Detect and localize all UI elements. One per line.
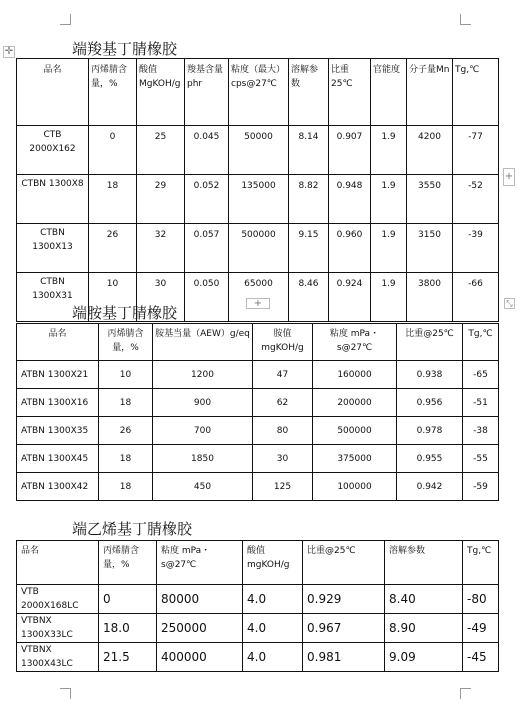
col-header: 比重@25℃ [397, 324, 463, 361]
cell: -49 [463, 614, 499, 643]
table-move-handle-icon[interactable]: ✛ [4, 46, 14, 57]
cell: 400000 [157, 643, 243, 672]
col-header: 胺值mgKOH/g [253, 324, 313, 361]
table-header-row [17, 59, 499, 126]
table-row [17, 175, 499, 224]
col-header: 粘度 mPa・s@27℃ [313, 324, 397, 361]
cell: 500000 [229, 224, 289, 273]
cell: 125 [253, 473, 313, 501]
cell: -38 [463, 417, 499, 445]
cell: 26 [99, 417, 153, 445]
table-header-row [17, 541, 499, 585]
cell: 375000 [313, 445, 397, 473]
cell: 0.929 [303, 585, 385, 614]
cell: 10 [99, 361, 153, 389]
cell-name: ATBN 1300X16 [17, 389, 99, 417]
cell: 0.967 [303, 614, 385, 643]
cell: 135000 [229, 175, 289, 224]
cell: -77 [453, 126, 499, 175]
cell: -51 [463, 389, 499, 417]
cell: -52 [453, 175, 499, 224]
cell-name: CTB 2000X162 [17, 126, 89, 175]
cell: 8.82 [289, 175, 329, 224]
col-header: 品名 [17, 59, 89, 126]
cell-name: ATBN 1300X21 [17, 361, 99, 389]
cell: -45 [463, 643, 499, 672]
cell: 1850 [153, 445, 253, 473]
cell: 9.15 [289, 224, 329, 273]
col-header: Tg,℃ [463, 324, 499, 361]
cell: 0.045 [185, 126, 229, 175]
table-row [17, 643, 499, 672]
cell: 0.955 [397, 445, 463, 473]
table-row [17, 473, 499, 501]
table-row [17, 445, 499, 473]
cell: 100000 [313, 473, 397, 501]
page-corner-mark-bl [60, 688, 71, 699]
table-amine-terminated [16, 323, 499, 501]
col-header: 酸值mgKOH/g [243, 541, 303, 585]
cell: 160000 [313, 361, 397, 389]
cell: 18 [99, 473, 153, 501]
cell: 1.9 [371, 224, 407, 273]
cell: 18.0 [99, 614, 157, 643]
cell: 0.907 [329, 126, 371, 175]
col-header: 丙烯腈含量，% [89, 59, 137, 126]
cell: 18 [99, 445, 153, 473]
col-header: Tg,℃ [453, 59, 499, 126]
cell: 18 [89, 175, 137, 224]
cell: 1.9 [371, 175, 407, 224]
col-header: 酸值MgKOH/g [137, 59, 185, 126]
table-row [17, 614, 499, 643]
cell: 4.0 [243, 643, 303, 672]
cell: 0.948 [329, 175, 371, 224]
cell: 1.9 [371, 273, 407, 322]
cell: 0.938 [397, 361, 463, 389]
table-row [17, 126, 499, 175]
cell: 200000 [313, 389, 397, 417]
page-corner-mark-tl [60, 14, 71, 25]
col-header: 粘度 mPa・s@27℃ [157, 541, 243, 585]
cell: 18 [99, 389, 153, 417]
col-header: 比重@25℃ [303, 541, 385, 585]
cell: 0.978 [397, 417, 463, 445]
col-header: 胺基当量（AEW）g/eq [153, 324, 253, 361]
col-header: 官能度 [371, 59, 407, 126]
col-header: 分子量Mn [407, 59, 453, 126]
cell: 450 [153, 473, 253, 501]
page-corner-mark-tr [460, 14, 471, 25]
cell-name: VTBNX 1300X43LC [17, 643, 99, 672]
cell: 10 [89, 273, 137, 322]
col-header: Tg,℃ [463, 541, 499, 585]
cell-name: VTB 2000X168LC [17, 585, 99, 614]
cell: 0.924 [329, 273, 371, 322]
cell: 250000 [157, 614, 243, 643]
cell: 0.956 [397, 389, 463, 417]
col-header: 比重25℃ [329, 59, 371, 126]
cell: -59 [463, 473, 499, 501]
cell: 26 [89, 224, 137, 273]
cell: 3800 [407, 273, 453, 322]
cell: 50000 [229, 126, 289, 175]
cell: 8.40 [385, 585, 463, 614]
cell: -66 [453, 273, 499, 322]
table-row [17, 361, 499, 389]
table-vinyl-terminated [16, 540, 499, 672]
cell: 62 [253, 389, 313, 417]
cell: 3550 [407, 175, 453, 224]
cell: -55 [463, 445, 499, 473]
cell: 0.052 [185, 175, 229, 224]
cell: 8.14 [289, 126, 329, 175]
cell: 0.057 [185, 224, 229, 273]
cell: 9.09 [385, 643, 463, 672]
cell: 47 [253, 361, 313, 389]
cell: 65000 [229, 273, 289, 322]
cell-name: ATBN 1300X35 [17, 417, 99, 445]
cell: 4.0 [243, 614, 303, 643]
section-title-amine: 端胺基丁腈橡胶 [72, 304, 178, 322]
cell-name: CTBN 1300X31 [17, 273, 89, 322]
cell: 3150 [407, 224, 453, 273]
cell: 700 [153, 417, 253, 445]
cell-name: ATBN 1300X42 [17, 473, 99, 501]
cell-name: ATBN 1300X45 [17, 445, 99, 473]
cell-name: CTBN 1300X8 [17, 175, 89, 224]
table-resize-icon[interactable]: ⤡ [504, 298, 515, 309]
cell: 80 [253, 417, 313, 445]
cell-name: CTBN 1300X13 [17, 224, 89, 273]
cell: 900 [153, 389, 253, 417]
cell: 0.981 [303, 643, 385, 672]
cell: 25 [137, 126, 185, 175]
cell: 0.050 [185, 273, 229, 322]
table-header-row [17, 324, 499, 361]
page-corner-mark-br [460, 688, 471, 699]
col-header: 粘度（最大）cps@27℃ [229, 59, 289, 126]
cell: 500000 [313, 417, 397, 445]
table-row [17, 585, 499, 614]
cell: 80000 [157, 585, 243, 614]
cell: -39 [453, 224, 499, 273]
cell-name: VTBNX 1300X33LC [17, 614, 99, 643]
col-header: 溶解参数 [289, 59, 329, 126]
col-header: 品名 [17, 324, 99, 361]
cell: 1200 [153, 361, 253, 389]
cell: 30 [137, 273, 185, 322]
cell: 1.9 [371, 126, 407, 175]
add-column-plus-icon[interactable]: + [503, 168, 515, 186]
cell: 8.46 [289, 273, 329, 322]
col-header: 溶解参数 [385, 541, 463, 585]
cell: 0.942 [397, 473, 463, 501]
cell: -80 [463, 585, 499, 614]
col-header: 品名 [17, 541, 99, 585]
cell: 21.5 [99, 643, 157, 672]
cell: 32 [137, 224, 185, 273]
section-title-vinyl: 端乙烯基丁腈橡胶 [72, 520, 193, 538]
cell: 0 [99, 585, 157, 614]
section-title-carboxyl: 端羧基丁腈橡胶 [72, 40, 178, 58]
cell: -65 [463, 361, 499, 389]
cell: 0.960 [329, 224, 371, 273]
cell: 8.90 [385, 614, 463, 643]
table-carboxyl-terminated [16, 58, 499, 322]
col-header: 羧基含量phr [185, 59, 229, 126]
cell: 30 [253, 445, 313, 473]
cell: 4200 [407, 126, 453, 175]
cell: 4.0 [243, 585, 303, 614]
cell: 0 [89, 126, 137, 175]
table-row [17, 224, 499, 273]
col-header: 丙烯腈含量，% [99, 324, 153, 361]
col-header: 丙烯腈含量，% [99, 541, 157, 585]
add-row-plus-icon[interactable]: + [246, 298, 270, 309]
table-row [17, 417, 499, 445]
table-row [17, 389, 499, 417]
cell: 29 [137, 175, 185, 224]
